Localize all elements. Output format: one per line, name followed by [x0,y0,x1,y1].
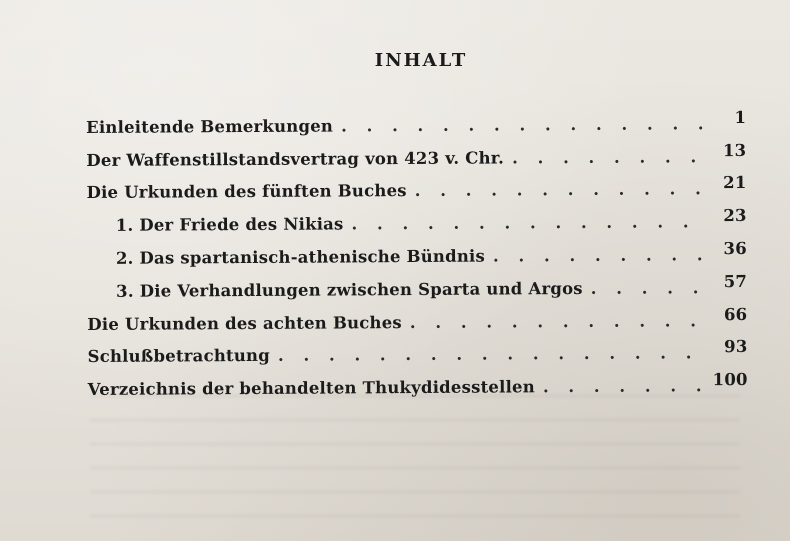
toc-entry-label: 2. Das spartanisch-athenische Bündnis [115,246,486,268]
toc-entry [86,133,746,170]
toc-entry-label: Die Urkunden des fünften Buches [86,181,407,203]
toc-entry-label: Einleitende Bemerkungen [86,116,334,137]
toc-entry-label: Die Urkunden des achten Buches [87,312,402,334]
dot-leader [351,212,702,233]
toc-entry [87,297,747,334]
toc-subentry [87,198,747,235]
toc-entry [87,330,747,367]
toc-entry-page: 57 [723,271,748,291]
toc-entry-page: 100 [712,370,748,390]
dot-leader [591,278,703,298]
toc-entry-page: 66 [723,304,748,324]
toc-entry-page: 1 [734,107,747,127]
table-of-contents [86,100,748,399]
toc-entry-label: Schlußbetrachtung [87,346,271,367]
toc-subentry [87,264,747,301]
toc-entry-page: 13 [722,140,747,160]
toc-entry-label: 3. Die Verhandlungen zwischen Sparta und Argos [116,278,583,301]
dot-leader [493,245,703,265]
dot-leader [278,344,704,366]
dot-leader [341,114,702,135]
toc-entry-page: 21 [723,173,747,193]
dot-leader [512,147,702,167]
show-through-text [90,395,740,535]
toc-entry-label: Der Waffenstillstandsvertrag von 423 v. Chr. [86,148,505,170]
toc-entry [86,166,746,203]
toc-subentry [87,231,747,268]
page-title: INHALT [374,50,468,71]
toc-entry-label: 1. Der Friede des Nikias [115,214,344,236]
toc-entry [86,100,746,137]
dot-leader [543,376,704,396]
toc-entry [88,362,748,399]
toc-entry-page: 93 [724,337,748,357]
dot-leader [410,311,704,332]
toc-entry-label: Verzeichnis der behandelten Thukydidesstellen [87,377,535,400]
dot-leader [415,180,703,201]
toc-entry-page: 36 [723,238,747,259]
toc-entry-page: 23 [723,206,747,226]
